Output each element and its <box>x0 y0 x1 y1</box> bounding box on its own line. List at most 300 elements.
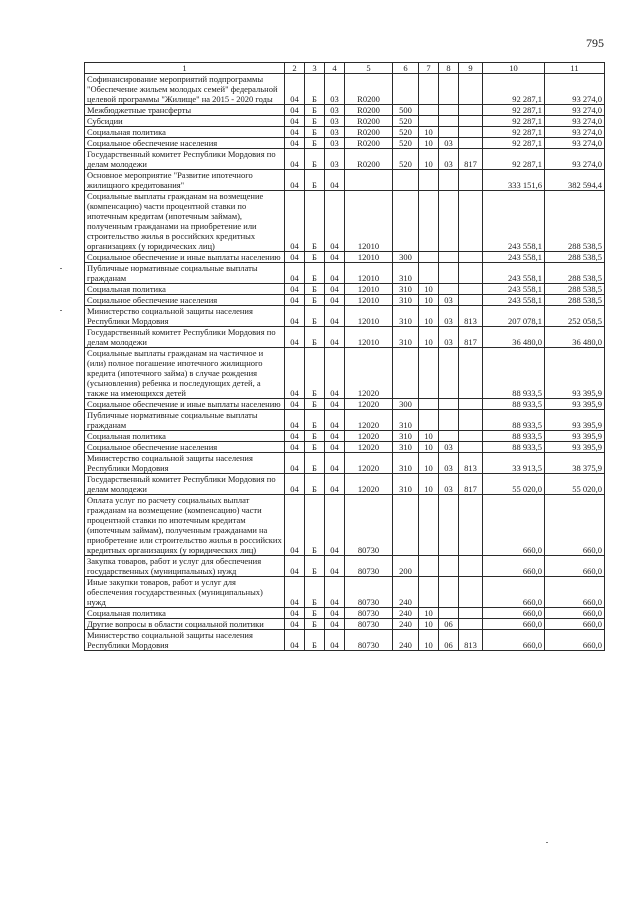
row-amount-2018: 93 274,0 <box>545 74 605 105</box>
row-name: Софинансирование мероприятий подпрограммы "Обеспечение жильем молодых семей" федеральной целевой программы "Жилище" на 2015 - 2020 годы <box>85 74 285 105</box>
row-name: Публичные нормативные социальные выплаты гражданам <box>85 263 285 284</box>
row-code-ministry: 817 <box>459 474 483 495</box>
row-code-section: 10 <box>419 474 439 495</box>
row-code-section: 10 <box>419 306 439 327</box>
row-amount-2018: 660,0 <box>545 630 605 651</box>
row-name: Иные закупки товаров, работ и услуг для обеспечения государственных (муниципальных) нужд <box>85 577 285 608</box>
row-code-gp: 04 <box>285 191 305 252</box>
row-code-section <box>419 556 439 577</box>
row-amount-2017: 92 287,1 <box>483 149 545 170</box>
row-code-sub: Б <box>305 116 325 127</box>
row-code-section: 10 <box>419 284 439 295</box>
row-code-gp: 04 <box>285 295 305 306</box>
row-code-target: 12010 <box>345 191 393 252</box>
row-name: Государственный комитет Республики Мордовия по делам молодежи <box>85 149 285 170</box>
row-amount-2018: 93 274,0 <box>545 116 605 127</box>
row-amount-2018: 660,0 <box>545 619 605 630</box>
row-amount-2017: 88 933,5 <box>483 410 545 431</box>
row-code-section: 10 <box>419 431 439 442</box>
row-code-gp: 04 <box>285 577 305 608</box>
row-code-sub: Б <box>305 105 325 116</box>
row-amount-2018: 288 538,5 <box>545 284 605 295</box>
row-code-section <box>419 116 439 127</box>
row-code-gp: 04 <box>285 116 305 127</box>
row-code-gp: 04 <box>285 149 305 170</box>
row-code-section <box>419 105 439 116</box>
row-code-om: 04 <box>325 284 345 295</box>
row-code-section: 10 <box>419 138 439 149</box>
row-code-expense: 240 <box>393 608 419 619</box>
column-header: 10 <box>483 63 545 74</box>
row-code-subsection <box>439 577 459 608</box>
row-amount-2017: 36 480,0 <box>483 327 545 348</box>
row-code-ministry <box>459 252 483 263</box>
row-code-expense: 240 <box>393 619 419 630</box>
row-code-subsection <box>439 348 459 399</box>
table-row <box>85 284 605 295</box>
row-amount-2017: 243 558,1 <box>483 252 545 263</box>
row-code-gp: 04 <box>285 284 305 295</box>
row-code-subsection <box>439 608 459 619</box>
row-code-expense: 310 <box>393 431 419 442</box>
column-header: 7 <box>419 63 439 74</box>
row-amount-2018: 93 395,9 <box>545 399 605 410</box>
row-code-subsection <box>439 431 459 442</box>
row-code-target: 12010 <box>345 295 393 306</box>
row-code-expense: 200 <box>393 556 419 577</box>
column-header: 5 <box>345 63 393 74</box>
row-name: Социальные выплаты гражданам на частичное и (или) полное погашение ипотечного жилищного кредита (ипотечного займа) в случае рождения (усыновления) ребенка и последующих детей, а также на имеющихся детей <box>85 348 285 399</box>
row-code-om: 03 <box>325 138 345 149</box>
row-amount-2017: 88 933,5 <box>483 399 545 410</box>
row-amount-2017: 88 933,5 <box>483 348 545 399</box>
table-row <box>85 263 605 284</box>
page-number: 795 <box>586 36 604 50</box>
table-row <box>85 295 605 306</box>
row-code-expense: 310 <box>393 284 419 295</box>
row-code-gp: 04 <box>285 608 305 619</box>
row-amount-2018: 93 274,0 <box>545 127 605 138</box>
row-code-section: 10 <box>419 295 439 306</box>
row-name: Государственный комитет Республики Мордовия по делам молодежи <box>85 474 285 495</box>
row-amount-2018: 55 020,0 <box>545 474 605 495</box>
row-code-subsection: 03 <box>439 295 459 306</box>
row-code-om: 04 <box>325 431 345 442</box>
row-code-sub: Б <box>305 306 325 327</box>
row-code-target: R0200 <box>345 127 393 138</box>
row-code-subsection <box>439 495 459 556</box>
row-code-om: 03 <box>325 105 345 116</box>
row-code-ministry <box>459 74 483 105</box>
row-amount-2017: 243 558,1 <box>483 295 545 306</box>
row-code-sub: Б <box>305 556 325 577</box>
row-amount-2018: 93 395,9 <box>545 348 605 399</box>
table-row <box>85 127 605 138</box>
row-code-gp: 04 <box>285 74 305 105</box>
row-code-target: 12020 <box>345 453 393 474</box>
row-code-target: 12020 <box>345 410 393 431</box>
row-code-sub: Б <box>305 410 325 431</box>
row-amount-2018: 660,0 <box>545 577 605 608</box>
row-code-section: 10 <box>419 630 439 651</box>
row-code-ministry <box>459 105 483 116</box>
row-code-expense: 310 <box>393 410 419 431</box>
row-code-section: 10 <box>419 608 439 619</box>
table-header-row <box>85 63 605 74</box>
table-row <box>85 399 605 410</box>
row-code-section: 10 <box>419 453 439 474</box>
table-row <box>85 149 605 170</box>
row-code-ministry <box>459 410 483 431</box>
row-amount-2017: 333 151,6 <box>483 170 545 191</box>
row-code-section <box>419 495 439 556</box>
row-code-gp: 04 <box>285 630 305 651</box>
row-code-target: 12010 <box>345 327 393 348</box>
row-code-expense: 310 <box>393 295 419 306</box>
row-code-expense: 310 <box>393 306 419 327</box>
row-code-expense: 520 <box>393 138 419 149</box>
row-code-subsection <box>439 116 459 127</box>
row-code-target: 12010 <box>345 284 393 295</box>
row-amount-2018: 38 375,9 <box>545 453 605 474</box>
row-code-om: 04 <box>325 619 345 630</box>
row-code-subsection <box>439 170 459 191</box>
row-code-sub: Б <box>305 442 325 453</box>
row-code-expense: 310 <box>393 442 419 453</box>
row-code-sub: Б <box>305 608 325 619</box>
row-code-expense: 520 <box>393 149 419 170</box>
table-row <box>85 608 605 619</box>
row-code-target: 80730 <box>345 608 393 619</box>
row-code-target: R0200 <box>345 138 393 149</box>
row-code-target: 80730 <box>345 556 393 577</box>
row-code-ministry <box>459 263 483 284</box>
table-row <box>85 74 605 105</box>
row-code-gp: 04 <box>285 453 305 474</box>
row-name: Социальная политика <box>85 127 285 138</box>
row-code-om: 04 <box>325 295 345 306</box>
row-code-sub: Б <box>305 495 325 556</box>
row-code-expense: 300 <box>393 252 419 263</box>
row-amount-2018: 252 058,5 <box>545 306 605 327</box>
row-code-ministry: 813 <box>459 453 483 474</box>
row-name: Социальные выплаты гражданам на возмещение (компенсацию) части процентной ставки по ипотечным кредитам (ипотечным займам), полученным гражданами на приобретение или строительство жилья в российских кредитных организациях (у юридических лиц) <box>85 191 285 252</box>
table-row <box>85 348 605 399</box>
row-code-target: 12020 <box>345 399 393 410</box>
row-code-gp: 04 <box>285 105 305 116</box>
row-code-subsection <box>439 284 459 295</box>
row-code-gp: 04 <box>285 348 305 399</box>
row-code-ministry <box>459 399 483 410</box>
row-code-sub: Б <box>305 252 325 263</box>
table-row <box>85 327 605 348</box>
row-code-expense <box>393 170 419 191</box>
row-name: Социальная политика <box>85 608 285 619</box>
row-code-gp: 04 <box>285 556 305 577</box>
table-row <box>85 577 605 608</box>
row-code-subsection <box>439 399 459 410</box>
row-amount-2018: 36 480,0 <box>545 327 605 348</box>
row-code-expense: 300 <box>393 399 419 410</box>
row-code-sub: Б <box>305 263 325 284</box>
table-body <box>85 74 605 651</box>
row-code-subsection: 03 <box>439 442 459 453</box>
row-amount-2018: 288 538,5 <box>545 191 605 252</box>
row-code-om: 04 <box>325 577 345 608</box>
row-code-section <box>419 410 439 431</box>
row-amount-2018: 93 274,0 <box>545 149 605 170</box>
row-code-om: 03 <box>325 74 345 105</box>
row-amount-2017: 92 287,1 <box>483 116 545 127</box>
row-code-om: 04 <box>325 252 345 263</box>
row-amount-2017: 92 287,1 <box>483 127 545 138</box>
row-code-expense: 240 <box>393 630 419 651</box>
row-code-sub: Б <box>305 619 325 630</box>
row-name: Государственный комитет Республики Мордовия по делам молодежи <box>85 327 285 348</box>
row-name: Социальное обеспечение населения <box>85 138 285 149</box>
row-name: Закупка товаров, работ и услуг для обеспечения государственных (муниципальных) нужд <box>85 556 285 577</box>
row-code-om: 04 <box>325 556 345 577</box>
row-code-section: 10 <box>419 149 439 170</box>
row-amount-2017: 88 933,5 <box>483 442 545 453</box>
row-code-ministry <box>459 127 483 138</box>
scan-speck <box>60 268 62 269</box>
row-code-target: 80730 <box>345 495 393 556</box>
row-code-gp: 04 <box>285 306 305 327</box>
row-code-om: 04 <box>325 306 345 327</box>
row-amount-2018: 93 274,0 <box>545 138 605 149</box>
row-code-gp: 04 <box>285 252 305 263</box>
row-code-sub: Б <box>305 191 325 252</box>
row-code-subsection: 03 <box>439 138 459 149</box>
scan-speck <box>60 310 62 311</box>
table-row <box>85 306 605 327</box>
row-code-gp: 04 <box>285 474 305 495</box>
row-code-gp: 04 <box>285 495 305 556</box>
column-header: 9 <box>459 63 483 74</box>
row-name: Основное мероприятие "Развитие ипотечного жилищного кредитования" <box>85 170 285 191</box>
row-code-subsection <box>439 191 459 252</box>
row-code-om: 03 <box>325 127 345 138</box>
row-name: Социальное обеспечение населения <box>85 295 285 306</box>
row-name: Оплата услуг по расчету социальных выплат гражданам на возмещение (компенсацию) части процентной ставки по ипотечным кредитам (ипотечным займам), полученным гражданами на приобретение или строительство жилья в российских кредитных организациях (у юридических лиц) <box>85 495 285 556</box>
row-code-subsection <box>439 105 459 116</box>
row-code-gp: 04 <box>285 327 305 348</box>
row-code-section <box>419 348 439 399</box>
row-name: Социальное обеспечение и иные выплаты населению <box>85 399 285 410</box>
row-code-target: R0200 <box>345 149 393 170</box>
row-amount-2018: 288 538,5 <box>545 252 605 263</box>
row-amount-2017: 660,0 <box>483 608 545 619</box>
table-row <box>85 116 605 127</box>
column-header: 8 <box>439 63 459 74</box>
row-code-target: 80730 <box>345 577 393 608</box>
row-code-ministry <box>459 116 483 127</box>
table-row <box>85 495 605 556</box>
row-code-subsection <box>439 556 459 577</box>
row-amount-2018: 93 395,9 <box>545 410 605 431</box>
row-code-om: 04 <box>325 442 345 453</box>
row-code-om: 04 <box>325 453 345 474</box>
row-code-subsection <box>439 74 459 105</box>
row-code-target: 80730 <box>345 630 393 651</box>
row-code-gp: 04 <box>285 442 305 453</box>
row-code-ministry <box>459 138 483 149</box>
row-code-sub: Б <box>305 149 325 170</box>
row-code-section: 10 <box>419 327 439 348</box>
row-code-target <box>345 170 393 191</box>
row-code-om: 04 <box>325 474 345 495</box>
row-code-sub: Б <box>305 474 325 495</box>
row-amount-2018: 93 274,0 <box>545 105 605 116</box>
table-row <box>85 619 605 630</box>
table-row <box>85 105 605 116</box>
row-amount-2018: 93 395,9 <box>545 442 605 453</box>
row-code-expense <box>393 74 419 105</box>
row-code-ministry <box>459 348 483 399</box>
table-row <box>85 453 605 474</box>
row-code-om: 03 <box>325 116 345 127</box>
scan-speck <box>546 842 548 843</box>
row-code-expense <box>393 495 419 556</box>
row-code-subsection <box>439 252 459 263</box>
row-code-sub: Б <box>305 431 325 442</box>
table-row <box>85 630 605 651</box>
row-amount-2017: 660,0 <box>483 630 545 651</box>
row-amount-2017: 207 078,1 <box>483 306 545 327</box>
row-code-ministry <box>459 295 483 306</box>
row-code-expense <box>393 191 419 252</box>
row-code-sub: Б <box>305 577 325 608</box>
row-code-expense: 520 <box>393 127 419 138</box>
row-code-sub: Б <box>305 295 325 306</box>
table-row <box>85 138 605 149</box>
row-code-target: 12020 <box>345 474 393 495</box>
row-name: Социальное обеспечение населения <box>85 442 285 453</box>
row-code-ministry <box>459 577 483 608</box>
row-code-section <box>419 170 439 191</box>
row-code-section: 10 <box>419 442 439 453</box>
row-code-ministry: 817 <box>459 149 483 170</box>
row-code-ministry <box>459 442 483 453</box>
column-header: 3 <box>305 63 325 74</box>
row-code-section <box>419 263 439 284</box>
row-code-om: 04 <box>325 348 345 399</box>
column-header: 4 <box>325 63 345 74</box>
row-code-expense <box>393 348 419 399</box>
row-name: Субсидии <box>85 116 285 127</box>
table-row <box>85 474 605 495</box>
table-row <box>85 556 605 577</box>
row-code-gp: 04 <box>285 127 305 138</box>
table-row <box>85 191 605 252</box>
row-code-expense: 310 <box>393 327 419 348</box>
row-amount-2017: 660,0 <box>483 619 545 630</box>
row-amount-2018: 382 594,4 <box>545 170 605 191</box>
row-name: Министерство социальной защиты населения Республики Мордовия <box>85 453 285 474</box>
row-code-sub: Б <box>305 74 325 105</box>
row-amount-2017: 92 287,1 <box>483 74 545 105</box>
row-code-target: R0200 <box>345 74 393 105</box>
row-code-expense: 500 <box>393 105 419 116</box>
row-code-om: 04 <box>325 608 345 619</box>
row-code-sub: Б <box>305 284 325 295</box>
row-amount-2018: 288 538,5 <box>545 295 605 306</box>
budget-table <box>84 62 605 651</box>
table-row <box>85 431 605 442</box>
row-code-ministry: 817 <box>459 327 483 348</box>
row-code-om: 04 <box>325 410 345 431</box>
row-code-sub: Б <box>305 138 325 149</box>
row-name: Социальная политика <box>85 284 285 295</box>
column-header: 6 <box>393 63 419 74</box>
row-code-subsection: 06 <box>439 630 459 651</box>
row-name: Социальная политика <box>85 431 285 442</box>
row-code-section <box>419 191 439 252</box>
row-code-ministry: 813 <box>459 306 483 327</box>
row-code-gp: 04 <box>285 431 305 442</box>
row-code-gp: 04 <box>285 410 305 431</box>
row-code-ministry <box>459 170 483 191</box>
row-amount-2017: 243 558,1 <box>483 191 545 252</box>
row-code-sub: Б <box>305 348 325 399</box>
row-code-sub: Б <box>305 327 325 348</box>
row-code-ministry <box>459 495 483 556</box>
row-name: Министерство социальной защиты населения Республики Мордовия <box>85 630 285 651</box>
row-code-target: 80730 <box>345 619 393 630</box>
row-amount-2018: 93 395,9 <box>545 431 605 442</box>
row-code-subsection: 03 <box>439 327 459 348</box>
row-code-ministry <box>459 191 483 252</box>
row-code-gp: 04 <box>285 138 305 149</box>
row-code-target: 12020 <box>345 431 393 442</box>
row-code-section <box>419 252 439 263</box>
column-header: 2 <box>285 63 305 74</box>
row-code-gp: 04 <box>285 170 305 191</box>
row-code-gp: 04 <box>285 263 305 284</box>
table-row <box>85 442 605 453</box>
row-amount-2017: 55 020,0 <box>483 474 545 495</box>
row-amount-2017: 92 287,1 <box>483 105 545 116</box>
row-code-ministry <box>459 608 483 619</box>
row-amount-2017: 88 933,5 <box>483 431 545 442</box>
row-amount-2017: 660,0 <box>483 495 545 556</box>
row-code-om: 04 <box>325 495 345 556</box>
row-amount-2018: 660,0 <box>545 608 605 619</box>
row-amount-2018: 660,0 <box>545 495 605 556</box>
row-code-target: 12020 <box>345 442 393 453</box>
row-code-om: 04 <box>325 399 345 410</box>
row-amount-2018: 288 538,5 <box>545 263 605 284</box>
row-code-expense: 240 <box>393 577 419 608</box>
row-code-target: 12020 <box>345 348 393 399</box>
row-code-subsection: 03 <box>439 149 459 170</box>
row-code-expense: 310 <box>393 263 419 284</box>
row-code-subsection <box>439 410 459 431</box>
row-code-expense: 310 <box>393 474 419 495</box>
row-amount-2017: 33 913,5 <box>483 453 545 474</box>
row-code-target: R0200 <box>345 116 393 127</box>
row-code-om: 04 <box>325 170 345 191</box>
row-code-section <box>419 399 439 410</box>
row-name: Министерство социальной защиты населения Республики Мордовия <box>85 306 285 327</box>
row-code-sub: Б <box>305 127 325 138</box>
row-code-ministry <box>459 619 483 630</box>
row-amount-2017: 243 558,1 <box>483 263 545 284</box>
column-header: 11 <box>545 63 605 74</box>
row-code-ministry <box>459 431 483 442</box>
row-code-expense: 310 <box>393 453 419 474</box>
